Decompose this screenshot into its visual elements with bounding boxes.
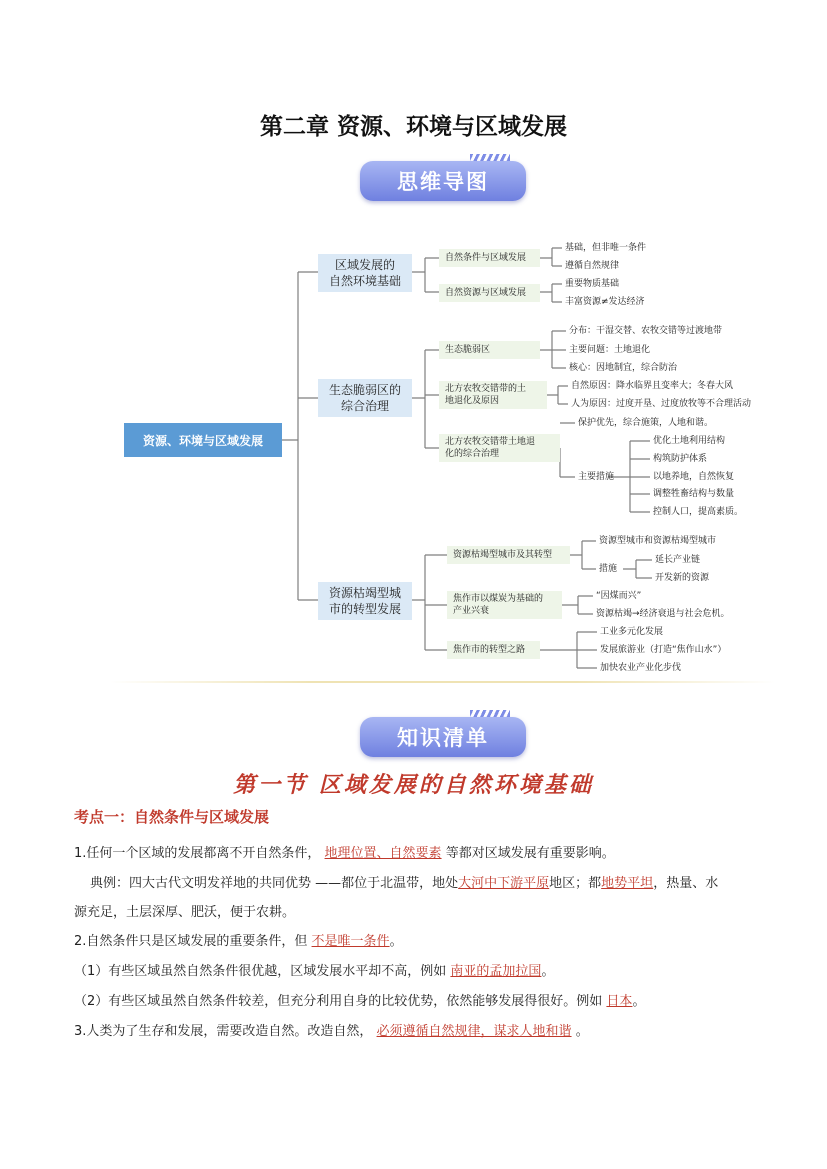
mindmap-root: 资源、环境与区域发展 xyxy=(124,423,282,457)
knowledge-badge xyxy=(360,717,526,757)
mindmap-sub-jiaozuo-coal-industry: 焦作市以煤炭为基础的 产业兴衰 xyxy=(447,591,562,619)
mindmap-leaf: 加快农业产业化步伐 xyxy=(600,663,682,673)
mindmap-sub-land-degradation-causes: 北方农牧交错带的土 地退化及原因 xyxy=(439,381,547,409)
mindmap-leaf: 调整牲畜结构与数量 xyxy=(653,489,735,499)
mindmap-leaf: 丰富资源≠发达经济 xyxy=(565,297,645,307)
mindmap-leaf: 工业多元化发展 xyxy=(600,627,664,637)
mindmap-node-resource-city: 资源枯竭型城 市的转型发展 xyxy=(318,582,412,620)
text: 地区；都 xyxy=(549,876,602,891)
mindmap-leaf: 构筑防护体系 xyxy=(653,454,708,464)
mindmap-leaf: 延长产业链 xyxy=(655,555,701,565)
text: 。 xyxy=(632,994,646,1009)
section-divider xyxy=(110,681,775,683)
knowledge-badge-label: 知识清单 xyxy=(397,726,489,750)
paragraph-2-1 xyxy=(74,962,774,982)
paragraph-2-2 xyxy=(74,992,774,1012)
mindmap-leaf: 资源枯竭→经济衰退与社会危机。 xyxy=(596,609,730,619)
text: （1）有些区域虽然自然条件很优越，区域发展水平却不高，例如 xyxy=(74,964,447,979)
chapter-title: 第二章 资源、环境与区域发展 xyxy=(259,113,567,140)
answer-blank: 地势平坦 xyxy=(601,876,654,891)
mindmap-leaf: 主要措施 xyxy=(578,472,615,482)
mindmap-leaf: 核心：因地制宜，综合防治 xyxy=(569,363,678,373)
text: ，热量、水 xyxy=(653,876,719,891)
mindmap-leaf: 重要物质基础 xyxy=(565,279,620,289)
mindmap-node-eco-fragile: 生态脆弱区的 综合治理 xyxy=(318,379,412,417)
key-point-title: 考点一：自然条件与区域发展 xyxy=(74,808,270,826)
paragraph-1 xyxy=(74,844,774,864)
text: 典例：四大古代文明发祥地的共同优势 ——都位于北温带，地处 xyxy=(90,876,459,891)
mindmap-sub-resource-depleted-city: 资源枯竭型城市及其转型 xyxy=(447,546,570,564)
mindmap-sub-jiaozuo-transformation: 焦作市的转型之路 xyxy=(447,641,540,659)
answer-blank: 不是唯一条件 xyxy=(311,934,390,949)
section-title: 第一节 区域发展的自然环境基础 xyxy=(233,772,594,798)
mindmap-leaf: 开发新的资源 xyxy=(655,573,710,583)
paragraph-2 xyxy=(74,932,774,952)
mindmap-leaf: 以地养地，自然恢复 xyxy=(653,472,735,482)
mindmap-leaf: 措施 xyxy=(599,564,618,574)
mindmap-leaf: 自然原因：降水临界且变率大；冬春大风 xyxy=(571,381,734,391)
mindmap-leaf: 分布：干湿交替、农牧交错等过渡地带 xyxy=(569,326,723,336)
badge-stripe-decoration xyxy=(470,710,510,717)
answer-blank: 大河中下游平原 xyxy=(458,876,550,891)
mindmap-sub-natural-resources: 自然资源与区域发展 xyxy=(439,284,540,302)
mindmap-sub-land-degradation-governance: 北方农牧交错带土地退 化的综合治理 xyxy=(439,434,560,462)
text: 。 xyxy=(541,964,555,979)
answer-blank: 地理位置、自然要素 xyxy=(324,846,442,861)
paragraph-example-cont: 源充足，土层深厚、肥沃，便于农耕。 xyxy=(74,905,296,920)
text: 3.人类为了生存和发展，需要改造自然。改造自然， xyxy=(74,1024,373,1039)
paragraph-3 xyxy=(74,1022,774,1042)
text: 1.任何一个区域的发展都离不开自然条件， xyxy=(74,846,321,861)
mindmap-sub-eco-fragile-area: 生态脆弱区 xyxy=(439,341,540,359)
mindmap-leaf: “因煤而兴” xyxy=(596,591,642,601)
text: （2）有些区域虽然自然条件较差，但充分利用自身的比较优势，依然能够发展得很好。例如 xyxy=(74,994,603,1009)
mindmap-leaf: 资源型城市和资源枯竭型城市 xyxy=(599,536,717,546)
mindmap-leaf: 发展旅游业（打造“焦作山水”） xyxy=(600,645,727,655)
mindmap-leaf: 控制人口，提高素质。 xyxy=(653,507,744,517)
text: 。 xyxy=(389,934,403,949)
text: 。 xyxy=(575,1024,589,1039)
text: 等都对区域发展有重要影响。 xyxy=(445,846,615,861)
answer-blank: 日本 xyxy=(606,994,633,1009)
answer-blank: 必须遵循自然规律，谋求人地和谐 xyxy=(376,1024,572,1039)
mindmap-leaf: 基础，但非唯一条件 xyxy=(565,243,647,253)
mindmap-leaf: 主要问题：土地退化 xyxy=(569,345,651,355)
mindmap-leaf: 遵循自然规律 xyxy=(565,261,620,271)
answer-blank: 南亚的孟加拉国 xyxy=(450,964,542,979)
mindmap-leaf: 人为原因：过度开垦、过度放牧等不合理活动 xyxy=(571,399,752,409)
mindmap-leaf: 优化土地利用结构 xyxy=(653,436,726,446)
mindmap-badge-label: 思维导图 xyxy=(397,170,489,194)
text: 2.自然条件只是区域发展的重要条件，但 xyxy=(74,934,308,949)
paragraph-example xyxy=(90,874,780,894)
mindmap-sub-natural-conditions: 自然条件与区域发展 xyxy=(439,249,540,267)
mindmap-leaf: 保护优先，综合施策，人地和谐。 xyxy=(578,418,714,428)
mindmap-node-natural-base: 区域发展的 自然环境基础 xyxy=(318,254,412,292)
